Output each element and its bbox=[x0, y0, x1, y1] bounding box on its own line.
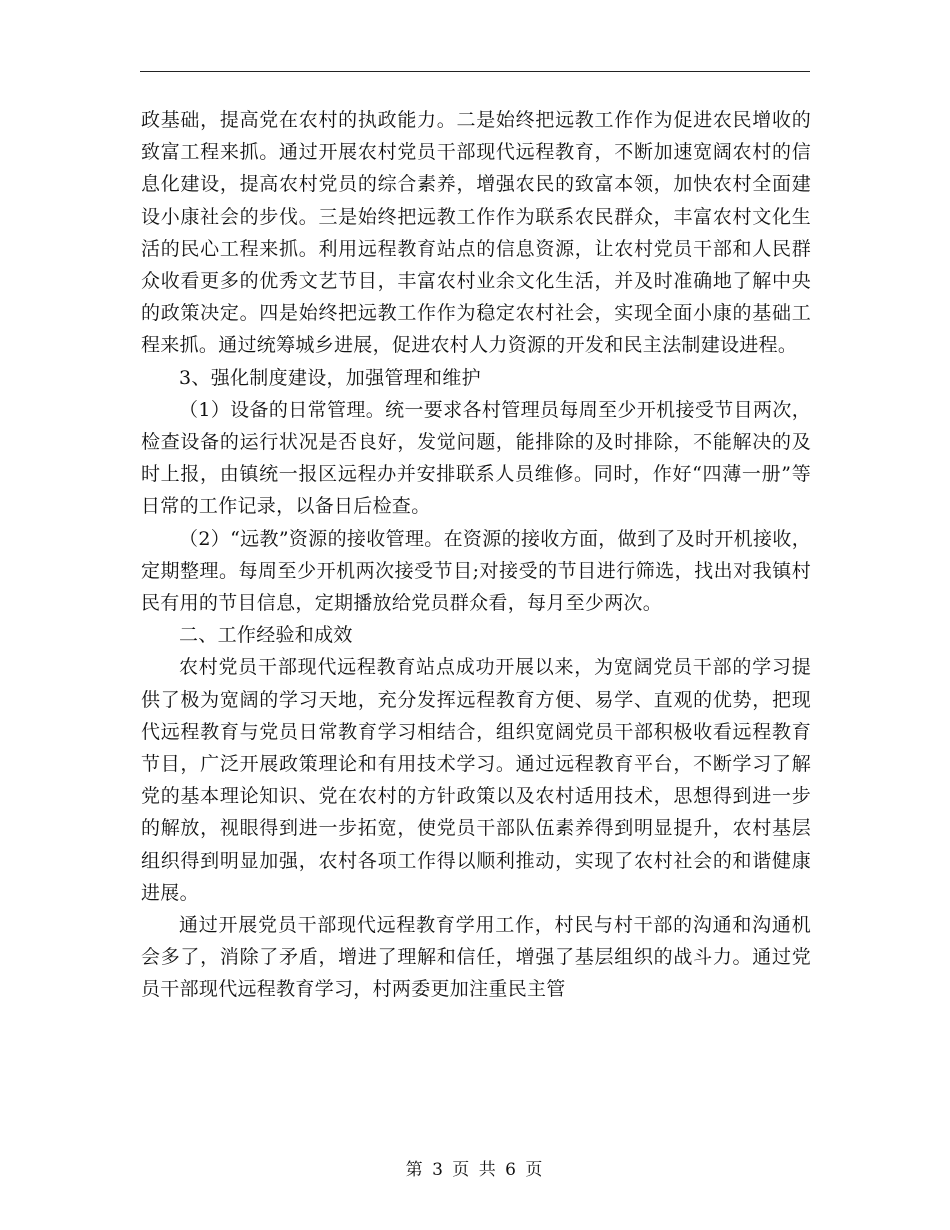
paragraph-resource-management: （2）“远教”资源的接收管理。在资源的接收方面，做到了及时开机接收，定期整理。每周至少开机两次接受节目;对接受的节目进行筛选，找出对我镇村民有用的节目信息，定期播放给党员群众看，每月至少两次。 bbox=[141, 527, 811, 615]
document-body bbox=[141, 104, 811, 1006]
header-rule bbox=[140, 71, 810, 72]
paragraph-1: 政基础，提高党在农村的执政能力。二是始终把远教工作作为促进农民增收的致富工程来抓。通过开展农村党员干部现代远程教育，不断加速宽阔农村的信息化建设，提高农村党员的综合素养，增强农民的致富本领，加快农村全面建设小康社会的步伐。三是始终把远教工作作为联系农民群众，丰富农村文化生活的民心工程来抓。利用远程教育站点的信息资源，让农村党员干部和人民群众收看更多的优秀文艺节目，丰富农村业余文化生活，并及时准确地了解中央的政策决定。四是始终把远教工作作为稳定农村社会，实现全面小康的基础工程来抓。通过统筹城乡进展，促进农村人力资源的开发和民主法制建设进程。 bbox=[141, 109, 811, 357]
page-number-footer: 第 3 页 共 6 页 bbox=[405, 1160, 545, 1180]
section-heading-3: 3、强化制度建设，加强管理和维护 bbox=[179, 366, 481, 389]
paragraph-achievements: 农村党员干部现代远程教育站点成功开展以来，为宽阔党员干部的学习提供了极为宽阔的学习天地，充分发挥远程教育方便、易学、直观的优势，把现代远程教育与党员日常教育学习相结合，组织宽阔党员干部积极收看远程教育节目，广泛开展政策理论和有用技术学习。通过远程教育平台，不断学习了解党的基本理论知识、党在农村的方针政策以及农村适用技术，思想得到进一步的解放，视眼得到进一步拓宽，使党员干部队伍素养得到明显提升，农村基层组织得到明显加强，农村各项工作得以顺利推动，实现了农村社会的和谐健康进展。 bbox=[141, 656, 811, 904]
paragraph-communication: 通过开展党员干部现代远程教育学用工作，村民与村干部的沟通和沟通机会多了，消除了矛盾，增进了理解和信任，增强了基层组织的战斗力。通过党员干部现代远程教育学习，村两委更加注重民主管 bbox=[141, 914, 811, 1001]
paragraph-equipment-management: （1）设备的日常管理。统一要求各村管理员每周至少开机接受节目两次，检查设备的运行状况是否良好，发觉问题，能排除的及时排除，不能解决的及时上报，由镇统一报区远程办并安排联系人员维修。同时，作好“四薄一册”等日常的工作记录，以备日后检查。 bbox=[141, 398, 811, 518]
section-heading-experience: 二、工作经验和成效 bbox=[179, 624, 353, 647]
